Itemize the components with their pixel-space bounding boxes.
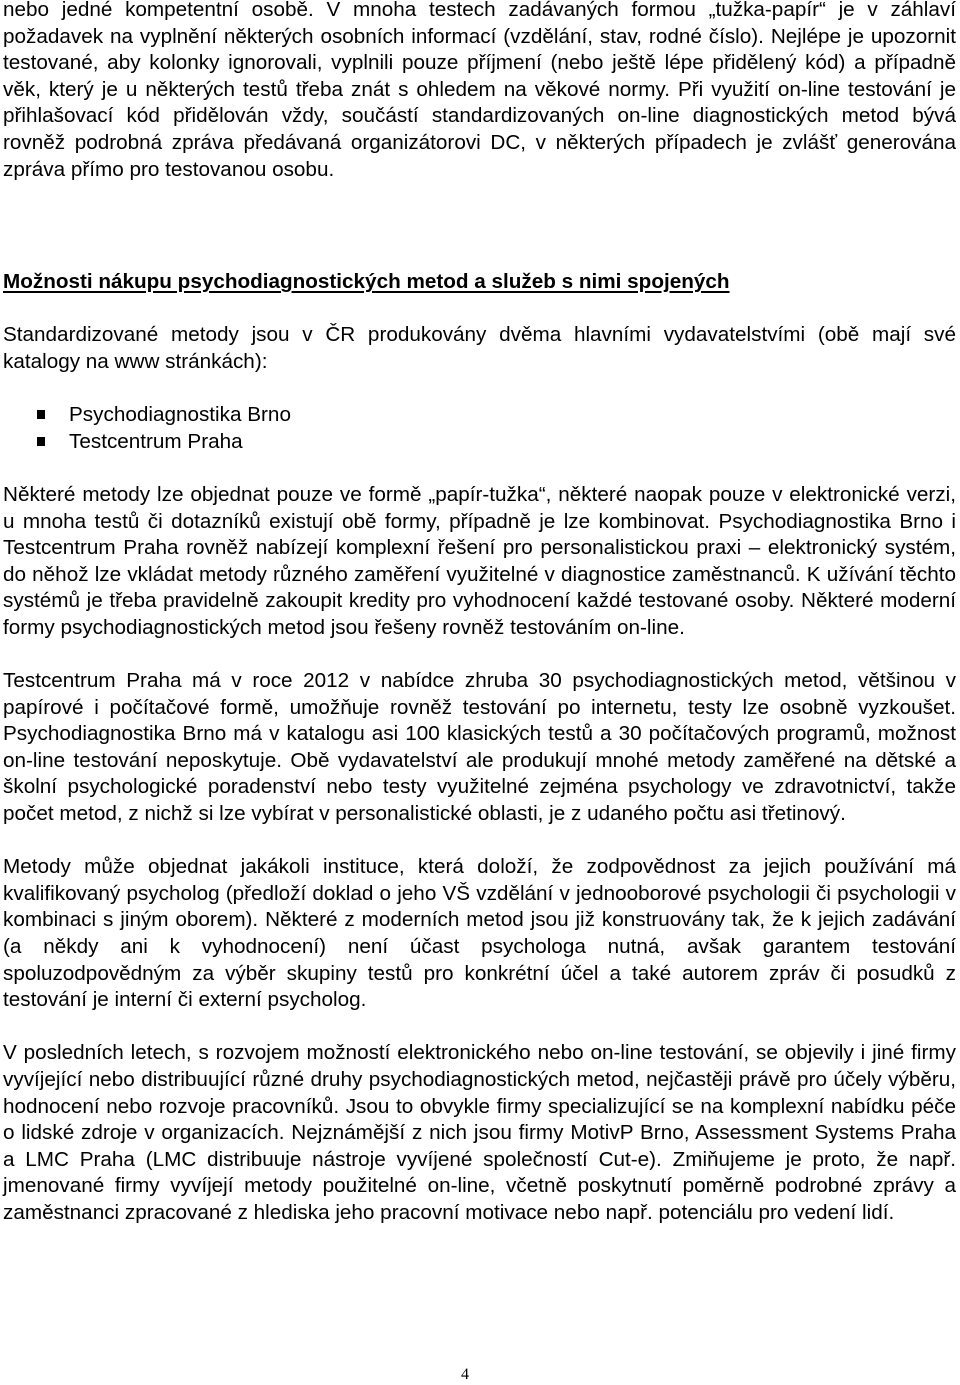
list-item (3, 429, 956, 456)
square-bullet-icon (37, 410, 45, 419)
section-heading: Možnosti nákupu psychodiagnostických metod a služeb s nimi spojených (3, 270, 730, 294)
list-item-label: Psychodiagnostika Brno (69, 403, 291, 427)
square-bullet-icon (37, 437, 45, 446)
paragraph-forms: Některé metody lze objednat pouze ve formě „papír-tužka“, některé naopak pouze v elektronické verzi, u mnoha testů či dotazníků existují obě formy, případně je lze kombinovat. Psychodiagnostika Brno i Testcentrum Praha rovněž nabízejí komplexní řešení pro personalistickou praxi – elektronický systém, do něhož lze vkládat metody různého zaměření využitelné v diagnostice zaměstnanců. K užívání těchto systémů je třeba pravidelně zakoupit kredity pro vyhodnocení každé testované osoby. Některé moderní formy psychodiagnostických metod jsou řešeny rovněž testováním on-line. (3, 482, 956, 639)
publisher-list (3, 402, 956, 455)
paragraph-ordering: Metody může objednat jakákoli instituce, která doloží, že zodpovědnost za jejich používání má kvalifikovaný psycholog (předloží doklad o jeho VŠ vzdělání v jednooborové psychologii či psychologii v kombinaci s jiným oborem). Některé z moderních metod jsou již konstruovány tak, že k jejich zadávání (a někdy ani k vyhodnocení) není účast psychologa nutná, avšak garantem testování spoluzodpovědným za výběr skupiny testů pro konkrétní účel a také autorem zpráv či posudků z testování je interní či externí psycholog. (3, 855, 956, 1012)
document-page (3, 0, 956, 1227)
paragraph-publishers: Standardizované metody jsou v ČR produkovány dvěma hlavními vydavatelstvími (obě mají své katalogy na www stránkách): (3, 323, 956, 373)
paragraph-recent: V posledních letech, s rozvojem možností elektronického nebo on-line testování, se objevily i jiné firmy vyvíjející nebo distribuující různé druhy psychodiagnostických metod, nejčastěji právě pro účely výběru, hodnocení nebo rozvoje pracovníků. Jsou to obvykle firmy specializující se na komplexní nabídku péče o lidské zdroje v organizacích. Nejznámější z nich jsou firmy MotivP Brno, Assessment Systems Praha a LMC Praha (LMC distribuuje nástroje vyvíjené společností Cut-e). Zmiňujeme je proto, že např. jmenované firmy vyvíjejí metody použitelné on-line, včetně poskytnutí poměrně podrobné zprávy a zaměstnanci zpracované z hlediska jeho pracovní motivace nebo např. potenciálu pro vedení lidí. (3, 1041, 956, 1224)
list-item-label: Testcentrum Praha (69, 429, 243, 453)
page-number: 4 (461, 1366, 469, 1383)
list-item (3, 402, 956, 429)
paragraph-offer: Testcentrum Praha má v roce 2012 v nabídce zhruba 30 psychodiagnostických metod, většinou v papírové i počítačové formě, umožňuje rovněž testování po internetu, testy lze osobně vyzkoušet. Psychodiagnostika Brno má v katalogu asi 100 klasických testů a 30 počítačových programů, možnost on-line testování neposkytuje. Obě vydavatelství ale produkují mnohé metody zaměřené na dětské a školní psychologické poradenství nebo testy využitelné zejména psychology ve zdravotnictví, takže počet metod, z nichž si lze vybírat v personalistické oblasti, je z udaného počtu asi třetinový. (3, 669, 956, 826)
intro-paragraph: nebo jedné kompetentní osobě. V mnoha testech zadávaných formou „tužka-papír“ je v záhlaví požadavek na vyplnění některých osobních informací (vzdělání, stav, rodné číslo). Nejlépe je upozornit testované, aby kolonky ignorovali, vyplnili pouze příjmení (nebo ještě lépe přidělený kód) a případně věk, který je u některých testů třeba znát s ohledem na věkové normy. Při využití on-line testování je přihlašovací kód přidělován vždy, součástí standardizovaných on-line diagnostických metod bývá rovněž podrobná zpráva předávaná organizátorovi DC, v některých případech je zvlášť generována zpráva přímo pro testovanou osobu. (3, 0, 956, 181)
